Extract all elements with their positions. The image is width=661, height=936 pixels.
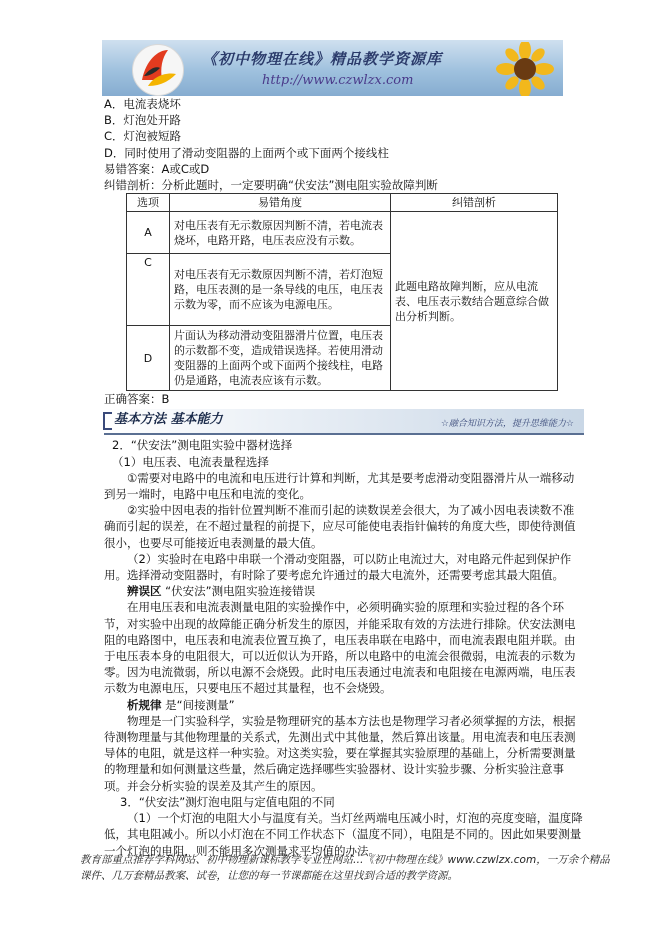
header-banner — [102, 40, 563, 96]
option-b: B．灯泡处开路 — [104, 113, 181, 128]
row-reason: 对电压表有无示数原因判断不清，若电流表烧坏，电路开路，电压表应没有示数。 — [170, 212, 391, 254]
section-bracket-icon — [100, 411, 114, 431]
correct-answer: 正确答案：B — [104, 392, 170, 407]
page-footer: 教育部重点推荐学科网站、初中物理新课标教学专业性网站…《初中物理在线》www.czwlzx.com，一万余个精品课件、几万套精品教案、试卷，让您的每一节课都能在这里找到合适的教学资源。 — [80, 854, 610, 882]
p3-text: （1）一个灯泡的电阻大小与温度有关。当灯丝两端电压减小时，灯泡的亮度变暗，温度降低，其电阻减小。所以小灯泡在不同工作状态下（温度不同），电阻是不同的。因此如果要测量一个灯泡的电阻，则不能用多次测量求平均值的办法。 — [104, 811, 583, 858]
misread-heading — [104, 583, 584, 599]
table-header-analysis: 纠错剖析 — [391, 194, 558, 212]
document-body — [104, 96, 584, 859]
row-reason: 片面认为移动滑动变阻器滑片位置，电压表的示数都不变，造成错误选择。若使用滑动变阻器的上面两个或下面两个接线柱，电路仍是通路，电流表应该有示数。 — [170, 326, 391, 391]
row-option: D — [127, 326, 170, 391]
row-option: C — [127, 254, 170, 326]
banner-url[interactable]: http://www.czwlzx.com — [262, 73, 414, 88]
p2-text1: ①需要对电路中的电流和电压进行计算和判断，尤其是要考虑滑动变阻器滑片从一端移动到另一端时，电路中电压和电流的变化。 — [104, 470, 575, 502]
misread-title: “伏安法”测电阻实验连接错误 — [165, 584, 316, 599]
p2-text3: （2）实验时在电路中串联一个滑动变阻器，可以防止电流过大，对电路元件起到保护作用。选择滑动变阻器时，有时除了要考虑允许通过的最大电流外，还需要考虑其最大阻值。 — [104, 551, 572, 583]
wrong-answer: 易错答案：A或C或D — [104, 161, 210, 176]
rule-heading — [104, 697, 584, 713]
row-reason: 对电压表有无示数原因判断不清，若灯泡短路，电压表测的是一条导线的电压，电压表示数为零，而不应该为电源电压。 — [170, 254, 391, 326]
option-c: C．灯泡被短路 — [104, 129, 182, 144]
banner-title: 《初中物理在线》精品教学资源库 — [202, 50, 443, 68]
table-row — [127, 212, 558, 254]
error-analysis-table — [126, 193, 558, 391]
section-subtitle: ☆融合知识方法，提升思维能力☆ — [440, 419, 574, 430]
rule-label: 析规律 — [127, 697, 162, 712]
table-header-option: 选项 — [127, 194, 170, 212]
table-header-reason: 易错角度 — [170, 194, 391, 212]
p3-title: 3．“伏安法”测灯泡电阻与定值电阻的不同 — [120, 794, 335, 809]
misread-label: 辨误区 — [127, 584, 162, 599]
row-option: A — [127, 212, 170, 254]
section-title: 基本方法 基本能力 — [114, 412, 223, 428]
p2-title: 2．“伏安法”测电阻实验中器材选择 — [112, 438, 293, 453]
misread-text: 在用电压表和电流表测量电阻的实验操作中，必须明确实验的原理和实验过程的各个环节，对实验中出现的故障能正确分析发生的原因，并能采取有效的方法进行排除。伏安法测电阻的电路图中，电压表和电流表位置互换了，电压表串联在电路中，而电流表跟电阻并联。由于电压表本身的电阻很大，可以近似认为开路，所以电路中的电流会很微弱，电流表的示数为零。因为电流微弱，所以电源不会烧毁。此时电压表通过电流表和电阻接在电源两端，电压表示数为电源电压，只要电压不超过其量程，也不会烧毁。 — [104, 600, 576, 696]
option-a: A．电流表烧坏 — [104, 97, 181, 111]
p2-text2: ②实验中因电表的指针位置判断不准而引起的读数误差会很大，为了减小因电表读数不准确而引起的误差，在不超过量程的前提下，应尽可能使电表指针偏转的角度大些，即使待测值很小，也要尽可能接近电表测量的最大值。 — [104, 503, 576, 550]
sunflower-icon — [490, 42, 560, 96]
rule-text: 物理是一门实验科学，实验是物理研究的基本方法也是物理学习者必须掌握的方法，根据待测物理量与其他物理量的关系式，先测出式中其他量，然后算出该量。用电流表和电压表测导体的电阻，就是这样一种实验。对这类实验，要在掌握其实验原理的基础上，分析需要测量的物理量和如何测量这些量，然后确定选择哪些实验器材、设计实验步骤、分析实验注意事项。并会分析实验的误差及其产生的原因。 — [104, 713, 576, 793]
row-analysis: 此题电路故障判断，应从电流表、电压表示数结合题意综合做出分析判断。 — [391, 212, 558, 391]
option-d: D．同时使用了滑动变阻器的上面两个或下面两个接线柱 — [104, 145, 389, 160]
section-banner — [104, 409, 584, 435]
rule-title: 是“间接测量” — [165, 697, 235, 712]
p2-sub1: （1）电压表、电流表量程选择 — [112, 454, 269, 469]
logo-icon — [136, 46, 180, 92]
analysis-intro: 纠错剖析：分析此题时，一定要明确“伏安法”测电阻实验故障判断 — [104, 178, 438, 193]
